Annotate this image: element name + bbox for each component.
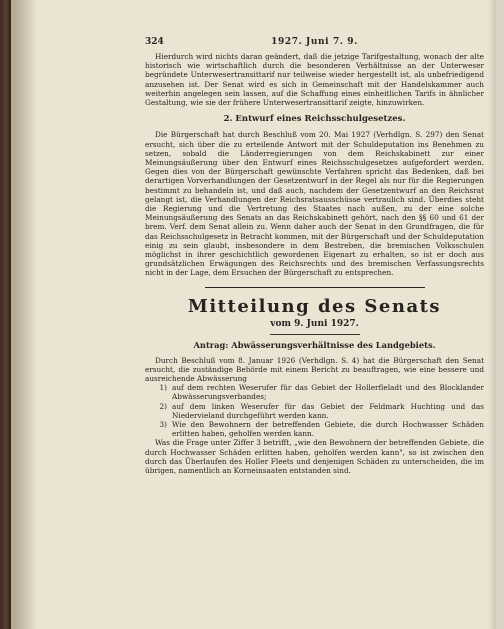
short-rule [270, 334, 360, 335]
running-header [145, 38, 484, 52]
mitteilung-title: Mitteilung des Senats [187, 296, 442, 318]
list-item [145, 420, 484, 438]
scanned-page [15, 0, 496, 629]
list-item-text: Wie den Bewohnern der betreffenden Gebiete, die durch Hochwasser Schäden erlitten haben, geholfen werden kann. [172, 420, 484, 439]
antrag-intro: Durch Beschluß vom 8. Januar 1926 (Verhdlgn. S. 4) hat die Bürgerschaft den Senat ersucht, die zuständige Behörde mit einem Bericht zu beauftragen, wie eine bessere und ausreichende Abwässerung [145, 355, 484, 383]
header-title: 1927. Juni 7. 9. [271, 37, 358, 47]
page-right-edge [488, 0, 496, 629]
list-item-text: auf dem rechten Weserufer für das Gebiet der Hollerfleladt und des Blocklander Abwässerungsverbandes; [172, 383, 484, 402]
list-item-number: 1) [159, 383, 167, 393]
mitteilung-date: vom 9. Juni 1927. [270, 319, 359, 330]
antrag-heading: Antrag: Abwässerungsverhältnisse des Landgebiets. [193, 340, 436, 351]
intro-paragraph: Hierdurch wird nichts daran geändert, daß die jetzige Tarifgestaltung, wonach der alte historisch wie wirtschaftlich durch die besonderen Verhältnisse an der Unterweser begründete Unterwesertransittarif nur teilweise wieder hergestellt ist, als unbefriedigend anzusehen ist. Der Senat wird es sich in Gemeinschaft mit der Handelskammer auch weiterhin angelegen sein lassen, auf die Schaffung eines einheitlichen Tarifs in ähnlicher Gestaltung, wie sie der frühere Unterwesertransittarif zeigte, hinzuwirken. [145, 52, 484, 108]
closing-paragraph: Was die Frage unter Ziffer 3 betrifft, „wie den Bewohnern der betreffenden Gebiete, die durch Hochwasser Schäden erlitten haben, geholfen werden kann", so ist zwischen den durch das Überlaufen des Holler Fleets und denjenigen Schäden zu unterscheiden, die im übrigen, namentlich an Korneinsaaten entstanden sind. [145, 438, 484, 476]
divider-rule [205, 287, 425, 289]
text-column [145, 38, 484, 475]
section-heading: 2. Entwurf eines Reichsschulgesetzes. [223, 114, 406, 125]
spine-shadow [15, 0, 37, 629]
page-number: 324 [145, 37, 164, 47]
list-item-number: 3) [159, 420, 167, 429]
book-binding [0, 0, 11, 629]
list-item-text: auf dem linken Weserufer für das Gebiet der Feldmark Huchting und das Niedervieland durchgeführt werden kann. [172, 401, 484, 420]
list-item [145, 402, 484, 420]
list-item-number: 2) [159, 401, 167, 411]
list-item [145, 383, 484, 401]
section-paragraph: Die Bürgerschaft hat durch Beschluß vom 20. Mai 1927 (Verhdlgn. S. 297) den Senat ersucht, sich über die zu erteilende Antwort mit der Schuldeputation ins Benehmen zu setzen, sobald die Länderregierungen von dem Reichskabinett zur einer Meinungsäußerung über den Entwurf eines Reichsschulgesetzes aufgefordert werden. Gegen dies von der Bürgerschaft gewünschte Verfahren spricht das Bedenken, daß bei derartigen Vorverhandlungen der Gesetzentwurf in der Regel als nur für die Regierungen bestimmt zu behandeln ist, und daß auch, nachdem der Gesetzentwurf an den Reichsrat gelangt ist, die Verhandlungen der Reichsratsausschüsse vertraulich sind. Überdies steht die Regierung und die Vertretung des Staates nach außen, zu der eine solche Meinungsäußerung des Senats an das Reichskabinett gehört, nach den §§ 60 und 61 der brem. Verf. dem Senat allein zu. Wenn daher auch der Senat in den Grundfragen, die für das Reichsschulgesetz in Betracht kommen, mit der Bürgerschaft und der Schuldeputation einig zu sein glaubt, insbesondere in dem Bestreben, die bremischen Volksschulen möglichst in ihrer geschichtlich gewordenen Eigenart zu erhalten, so ist er doch aus grundsätzlichen Erwägungen des Reichsrechts und des bremischen Verfassungsrechts nicht in der Lage, dem Ersuchen der Bürgerschaft zu entsprechen. [145, 130, 484, 278]
